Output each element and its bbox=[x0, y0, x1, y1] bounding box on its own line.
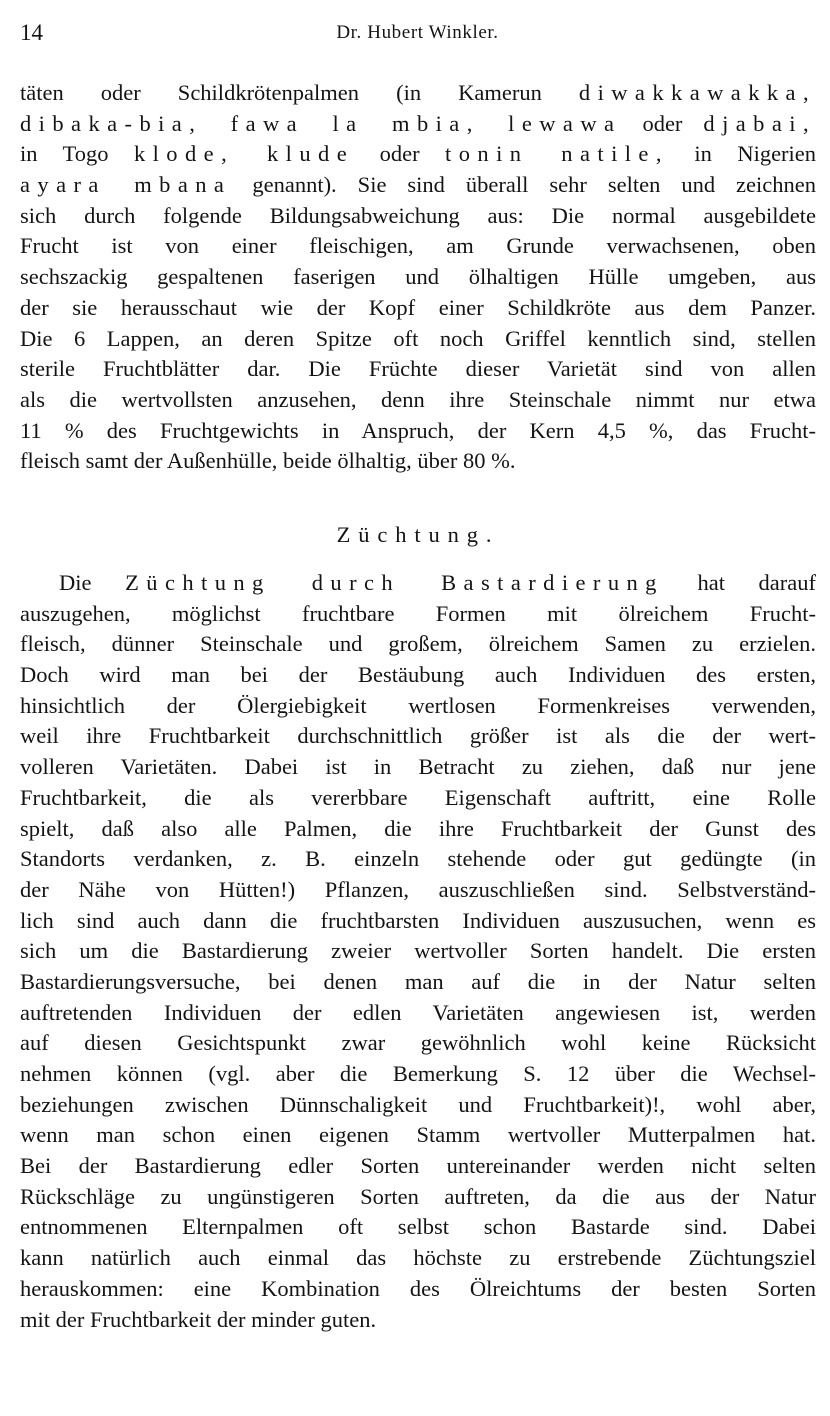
text-line: Die 6 Lappen, an deren Spitze oft noch Griffel kenntlich sind, stellen bbox=[20, 325, 816, 351]
text-line: nehmen können (vgl. aber die Bemerkung S. 12 über die Wechsel- bbox=[20, 1061, 816, 1086]
text-line: täten oder Schildkrötenpalmen (in Kamerun diwakkawakka, bbox=[20, 80, 817, 105]
text-line: Bei der Bastardierung edler Sorten untereinander werden nicht selten bbox=[20, 1153, 816, 1179]
text-line: herauskommen: eine Kombination des Ölreichtums der besten Sorten bbox=[20, 1275, 816, 1301]
text-line: volleren Varietäten. Dabei ist in Betracht zu ziehen, daß nur jene bbox=[20, 754, 816, 780]
section-heading: Züchtung. bbox=[336, 522, 500, 547]
text-line: spielt, daß also alle Palmen, die ihre Fruchtbarkeit der Gunst des bbox=[20, 815, 816, 841]
text-line: fleisch, dünner Steinschale und großem, ölreichem Samen zu erzielen. bbox=[20, 631, 816, 657]
running-head-title: Dr. Hubert Winkler. bbox=[336, 22, 499, 43]
text-line: sechszackig gespaltenen faserigen und ölhaltigen Hülle umgeben, aus bbox=[20, 264, 816, 290]
text-line: fleisch samt der Außenhülle, beide ölhaltig, über 80 %. bbox=[20, 448, 516, 474]
text-line: beziehungen zwischen Dünnschaligkeit und Fruchtbarkeit)!, wohl aber, bbox=[20, 1091, 816, 1117]
text-line: ayara mbana genannt). Sie sind überall sehr selten und zeichnen bbox=[20, 172, 817, 198]
text-line: sterile Fruchtblätter dar. Die Früchte dieser Varietät sind von allen bbox=[20, 356, 816, 382]
running-head bbox=[20, 18, 815, 48]
text-line: weil ihre Fruchtbarkeit durchschnittlich größer ist als die der wert- bbox=[20, 723, 816, 749]
text-line: auszugehen, möglichst fruchtbare Formen mit ölreichem Frucht- bbox=[20, 600, 816, 626]
text-line: Standorts verdanken, z. B. einzeln stehende oder gut gedüngte (in bbox=[20, 846, 816, 872]
text-line: Rückschläge zu ungünstigeren Sorten auftreten, da die aus der Natur bbox=[20, 1183, 816, 1209]
paragraph-varieties bbox=[20, 78, 816, 477]
text-line: sich durch folgende Bildungsabweichung aus: Die normal ausgebildete bbox=[20, 202, 816, 228]
paragraph-breeding bbox=[20, 568, 816, 1335]
text-line: lich sind auch dann die fruchtbarsten Individuen auszusuchen, wenn es bbox=[20, 907, 816, 933]
page-number: 14 bbox=[20, 20, 43, 45]
text-line: entnommenen Elternpalmen oft selbst schon Bastarde sind. Dabei bbox=[20, 1214, 816, 1240]
text-line: wenn man schon einen eigenen Stamm wertvoller Mutterpalmen hat. bbox=[20, 1122, 816, 1148]
text-line: der Nähe von Hütten!) Pflanzen, auszuschließen sind. Selbstverständ- bbox=[20, 876, 816, 902]
text-line: als die wertvollsten anzusehen, denn ihre Steinschale nimmt nur etwa bbox=[20, 386, 816, 412]
text-line: Frucht ist von einer fleischigen, am Grunde verwachsenen, oben bbox=[20, 233, 816, 259]
text-line: 11 % des Fruchtgewichts in Anspruch, der Kern 4,5 %, das Frucht- bbox=[20, 417, 816, 443]
text-line: dibaka-bia, fawa la mbia, lewawa oder djabai, bbox=[20, 110, 816, 136]
text-line: Fruchtbarkeit, die als vererbbare Eigenschaft auftritt, eine Rolle bbox=[20, 784, 816, 810]
text-line: Bastardierungsversuche, bei denen man auf die in der Natur selten bbox=[20, 968, 816, 994]
text-line: hinsichtlich der Ölergiebigkeit wertlosen Formenkreises verwenden, bbox=[20, 692, 816, 718]
text-line: mit der Fruchtbarkeit der minder guten. bbox=[20, 1306, 377, 1332]
text-line: auftretenden Individuen der edlen Varietäten angewiesen ist, werden bbox=[20, 999, 816, 1025]
text-line: der sie herausschaut wie der Kopf einer Schildkröte aus dem Panzer. bbox=[20, 294, 816, 320]
text-line: kann natürlich auch einmal das höchste zu erstrebende Züchtungsziel bbox=[20, 1245, 816, 1271]
text-line: Doch wird man bei der Bestäubung auch Individuen des ersten, bbox=[20, 662, 816, 688]
text-line: auf diesen Gesichtspunkt zwar gewöhnlich wohl keine Rücksicht bbox=[20, 1030, 816, 1056]
text-line: in Togo klode, klude oder tonin natile, in Nigerien bbox=[20, 141, 817, 167]
text-line: sich um die Bastardierung zweier wertvoller Sorten handelt. Die ersten bbox=[20, 938, 816, 964]
text-line: Die Züchtung durch Bastardierung hat darauf bbox=[59, 570, 816, 595]
